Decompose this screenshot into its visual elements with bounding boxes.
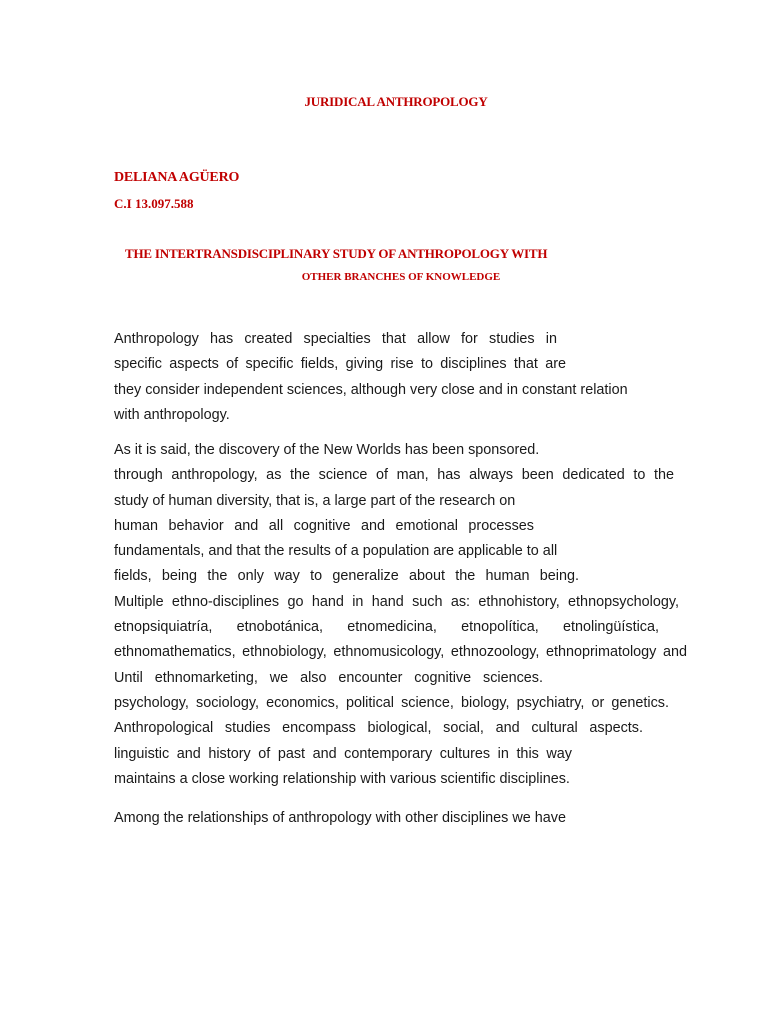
- text-line: As it is said, the discovery of the New Worlds has been sponsored.: [114, 442, 540, 458]
- text-line: fundamentals, and that the results of a population are applicable to all: [114, 543, 558, 560]
- text-line: Multiple ethno-disciplines go hand in hand such as: ethnohistory, ethnopsychology,: [114, 593, 679, 610]
- text-line: maintains a close working relationship with various scientific disciplines.: [114, 770, 570, 787]
- subtitle-line-1: THE INTERTRANSDISCIPLINARY STUDY OF ANTHROPOLOGY WITH: [125, 246, 548, 261]
- paragraph-3: [114, 806, 687, 831]
- text-line: Anthropology has created specialties that allow for studies in: [114, 331, 557, 347]
- text-line: psychology, sociology, economics, political science, biology, psychiatry, or genetics.: [114, 694, 669, 711]
- text-line: through anthropology, as the science of man, has always been dedicated to the: [114, 467, 674, 484]
- text-line: ethnomathematics, ethnobiology, ethnomusicology, ethnozoology, ethnoprimatology and: [114, 644, 687, 661]
- text-line: Anthropological studies encompass biological, social, and cultural aspects.: [114, 720, 643, 737]
- author-name: DELIANA AGÜERO: [114, 170, 240, 185]
- subtitle-line-2: OTHER BRANCHES OF KNOWLEDGE: [301, 271, 501, 283]
- text-line: human behavior and all cognitive and emotional processes: [114, 517, 534, 534]
- text-line: etnopsiquiatría, etnobotánica, etnomedicina, etnopolítica, etnolingüística,: [114, 619, 659, 636]
- document-title: JURIDICAL ANTHROPOLOGY: [304, 94, 488, 109]
- text-line: they consider independent sciences, although very close and in constant relation: [114, 381, 628, 398]
- text-line: with anthropology.: [114, 406, 230, 423]
- id-number: C.I 13.097.588: [114, 196, 194, 211]
- paragraph-2: [114, 438, 687, 792]
- text-line: fields, being the only way to generalize about the human being.: [114, 568, 579, 585]
- text-line: study of human diversity, that is, a large part of the research on: [114, 492, 516, 509]
- paragraph-1: [114, 327, 687, 428]
- text-line: Until ethnomarketing, we also encounter cognitive sciences.: [114, 669, 543, 686]
- text-line: linguistic and history of past and contemporary cultures in this way: [114, 745, 572, 762]
- text-line: Among the relationships of anthropology with other disciplines we have: [114, 810, 566, 826]
- text-line: specific aspects of specific fields, giving rise to disciplines that are: [114, 356, 566, 373]
